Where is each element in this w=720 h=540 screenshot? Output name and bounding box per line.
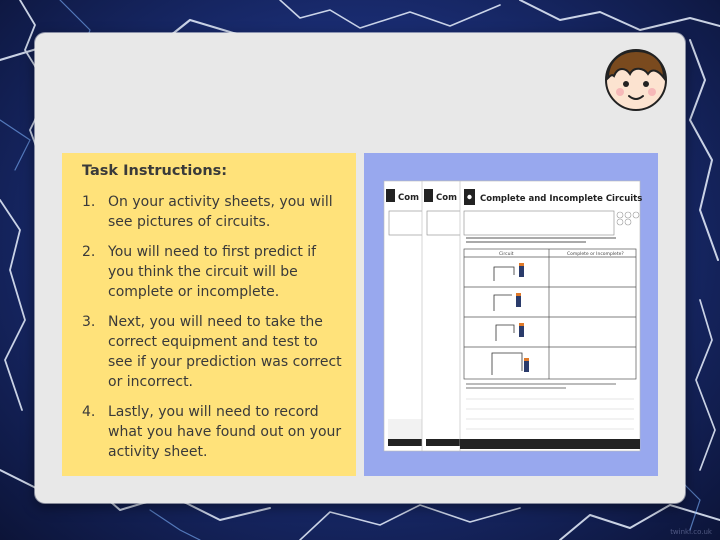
sheet-title: Com	[436, 193, 457, 203]
task-number: 3.	[82, 314, 96, 330]
task-number: 4.	[82, 404, 96, 420]
task-text: Lastly, you will need to record what you have found out on your activity sheet.	[108, 404, 342, 460]
task-text: Next, you will need to take the correct equipment and test to see if your prediction was correct or incorrect.	[108, 314, 342, 390]
activity-sheets-image	[364, 153, 658, 476]
task-number: 2.	[82, 244, 96, 260]
activity-sheet-front	[460, 181, 642, 451]
sheet-title: Complete and Incomplete Circuits	[480, 194, 643, 204]
task-item	[82, 192, 342, 232]
child-avatar-icon	[604, 48, 668, 112]
task-text: You will need to first predict if you think the circuit will be complete or incomplete.	[108, 244, 317, 300]
task-item	[82, 402, 342, 462]
watermark: twinkl.co.uk	[670, 528, 712, 536]
task-instructions-box	[62, 153, 356, 476]
sheet-title: Com	[398, 193, 419, 203]
task-item	[82, 242, 342, 302]
task-number: 1.	[82, 194, 96, 210]
task-item	[82, 312, 342, 392]
task-text: On your activity sheets, you will see pictures of circuits.	[108, 194, 333, 230]
task-title: Task Instructions:	[82, 163, 228, 179]
sheet-column-header: Circuit	[499, 252, 514, 257]
sheet-column-header: Complete or Incomplete?	[567, 252, 624, 257]
task-list	[82, 192, 342, 462]
